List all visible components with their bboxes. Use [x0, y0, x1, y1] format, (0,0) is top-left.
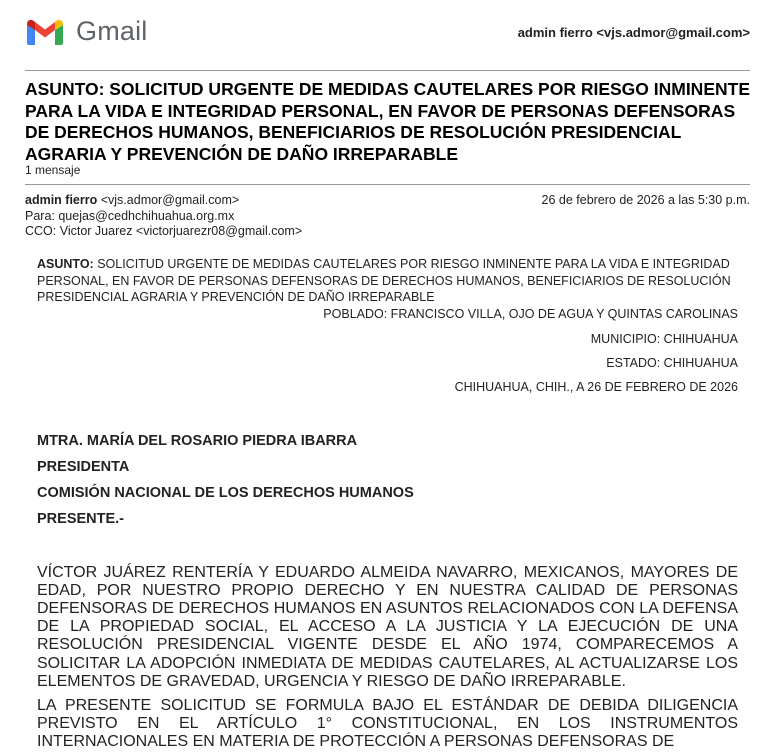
addressee-title: PRESIDENTA [37, 458, 130, 475]
account-identity: admin fierro <vjs.admor@gmail.com> [517, 25, 750, 40]
gmail-wordmark: Gmail [76, 16, 148, 46]
letter-paragraph: VÍCTOR JUÁREZ RENTERÍA Y EDUARDO ALMEIDA NAVARRO, MEXICANOS, MAYORES DE EDAD, POR NUESTRO PROPIO DERECHO Y EN NUESTRA CALIDAD DE PERSONAS DEFENSORAS DE DERECHOS HUMANOS EN ASUNTOS RELACIONADOS CON LA DEFENSA DE LA PROPIEDAD SOCIAL, EL ACCESO A LA JUSTICIA Y LA EJECUCIÓN DE UNA RESOLUCIÓN PRESIDENCIAL VIGENTE DESDE EL AÑO 1974, COMPARECEMOS A SOLICITAR LA ADOPCIÓN INMEDIATA DE MEDIDAS CAUTELARES, AL ACTUALIZARSE LOS ELEMENTOS DE GRAVEDAD, URGENCIA Y RIESGO DE DAÑO IRREPARABLE. [37, 563, 738, 690]
thread-subject: ASUNTO: SOLICITUD URGENTE DE MEDIDAS CAUTELARES POR RIESGO INMINENTE PARA LA VIDA E INTEGRIDAD PERSONAL, EN FAVOR DE PERSONAS DEFENSORAS DE DERECHOS HUMANOS, BENEFICIARIOS DE RESOLUCIÓN PRESIDENCIAL AGRARIA Y PREVENCIÓN DE DAÑO IRREPARABLE [25, 79, 750, 164]
letter-date-place: CHIHUAHUA, CHIH., A 26 DE FEBRERO DE 2026 [454, 379, 738, 394]
sender-line [25, 193, 302, 209]
subject-divider [25, 184, 750, 185]
letter-paragraph: LA PRESENTE SOLICITUD SE FORMULA BAJO EL ESTÁNDAR DE DEBIDA DILIGENCIA PREVISTO EN EL ARTÍCULO 1° CONSTITUCIONAL, EN LOS INSTRUMENTOS INTERNACIONALES EN MATERIA DE PROTECCIÓN A PERSONAS DEFENSORAS DE [37, 696, 738, 751]
message-meta [25, 193, 302, 240]
gmail-m-logo-icon [25, 16, 65, 46]
recipient-bcc: CCO: Victor Juarez <victorjuarezr08@gmail.com> [25, 224, 303, 238]
message-body [37, 256, 738, 752]
letter-addressee [37, 428, 738, 532]
message-date: 26 de febrero de 2026 a las 5:30 p.m. [541, 193, 750, 207]
header-divider [25, 70, 750, 71]
letter-poblado: POBLADO: FRANCISCO VILLA, OJO DE AGUA Y QUINTAS CAROLINAS [323, 306, 738, 321]
addressee-institution: COMISIÓN NACIONAL DE LOS DERECHOS HUMANOS [37, 484, 414, 501]
addressee-name: MTRA. MARÍA DEL ROSARIO PIEDRA IBARRA [37, 432, 358, 449]
sender-name: admin fierro [25, 193, 98, 207]
message-count: 1 mensaje [25, 163, 81, 177]
recipient-to: Para: quejas@cedhchihuahua.org.mx [25, 208, 235, 223]
gmail-logo [25, 16, 148, 46]
sender-email: <vjs.admor@gmail.com> [100, 193, 240, 207]
gmail-header [25, 14, 750, 50]
addressee-salutation: PRESENTE.- [37, 510, 125, 527]
letter-municipio: MUNICIPIO: CHIHUAHUA [590, 331, 738, 346]
asunto-label: ASUNTO: [37, 257, 94, 271]
letter-asunto [37, 256, 738, 306]
asunto-text: SOLICITUD URGENTE DE MEDIDAS CAUTELARES POR RIESGO INMINENTE PARA LA VIDA E INTEGRIDAD PERSONAL, EN FAVOR DE PERSONAS DEFENSORAS DE DERECHOS HUMANOS, BENEFICIARIOS DE RESOLUCIÓN PRESIDENCIAL AGRARIA Y PREVENCIÓN DE DAÑO IRREPARABLE [37, 257, 731, 304]
letter-estado: ESTADO: CHIHUAHUA [606, 355, 738, 370]
